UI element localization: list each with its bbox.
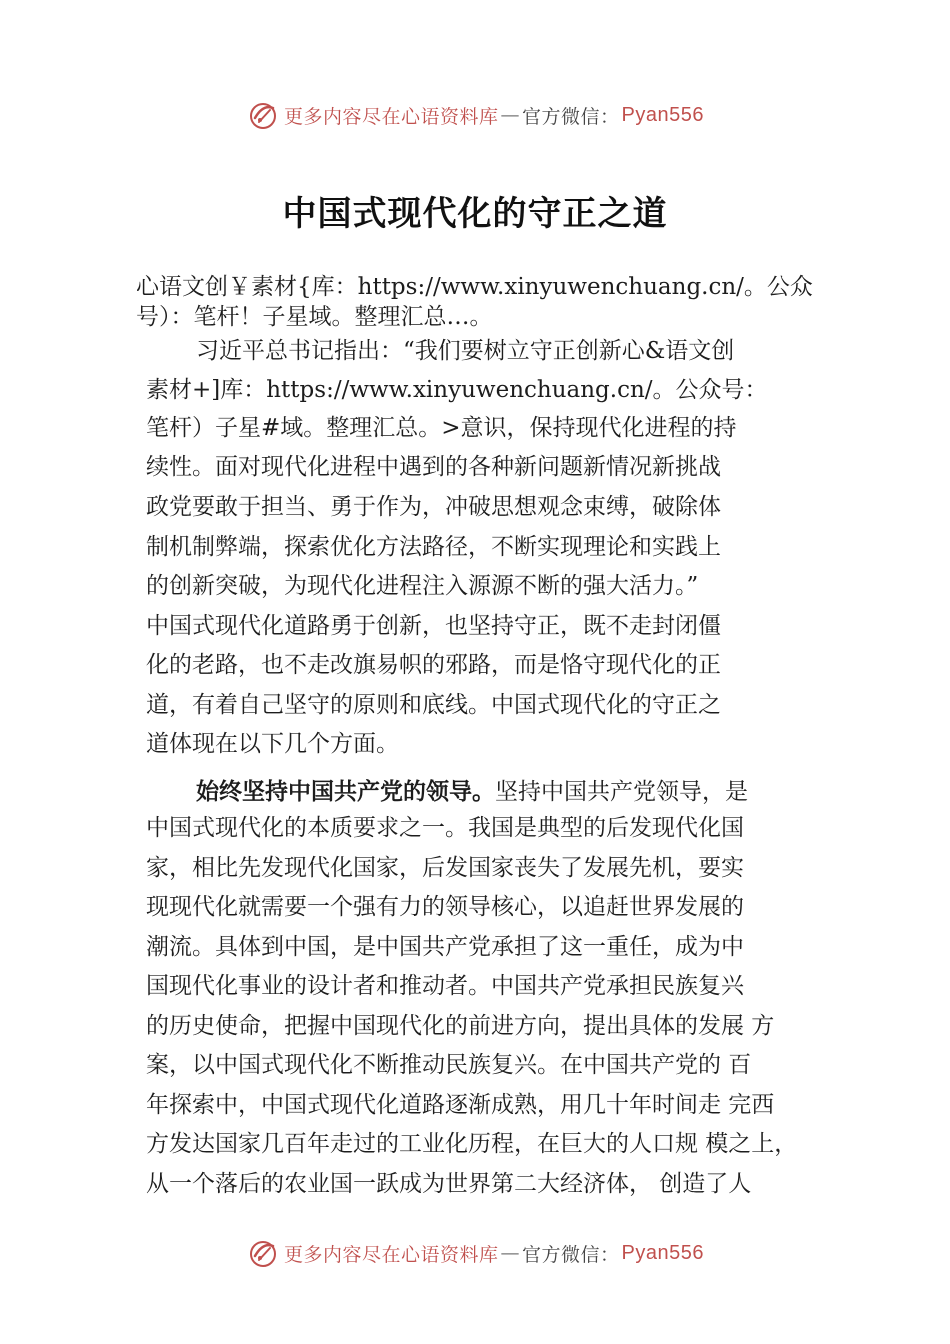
paragraph-lead-line [196, 777, 748, 807]
text-line: 号）：笔杆！子星域。整理汇总…。 [136, 304, 493, 330]
text-line: 制机制弊端，探索优化方法路径，不断实现理论和实践上 [146, 534, 721, 560]
text-line: 家，相比先发现代化国家，后发国家丧失了发展先机，要实 [146, 855, 744, 881]
text-line: 政党要敢于担当、勇于作为，冲破思想观念束缚，破除体 [146, 494, 721, 520]
text-line: 从一个落后的农业国一跃成为世界第二大经济体， 创造了人 [146, 1171, 752, 1197]
text-line: 中国式现代化的本质要求之一。我国是典型的后发现代化国 [146, 815, 744, 841]
section-heading-bold: 始终坚持中国共产党的领导。 [196, 779, 495, 805]
banner-separator: — [500, 1242, 520, 1264]
banner-wechat-id: Pyan556 [621, 103, 704, 126]
text-line: 的历史使命，把握中国现代化的前进方向，提出具体的发展 方 [146, 1013, 775, 1039]
text-line: 心语文创￥素材{库：https://www.xinyuwenchuang.cn/。公众 [136, 274, 813, 300]
text-line: 续性。面对现代化进程中遇到的各种新问题新情况新挑战 [146, 454, 721, 480]
banner-wechat-label: 官方微信 [522, 1243, 601, 1266]
banner-separator: — [500, 104, 520, 126]
text-line: 潮流。具体到中国，是中国共产党承担了这一重任，成为中 [146, 934, 744, 960]
text-line: 中国式现代化道路勇于创新，也坚持守正，既不走封闭僵 [146, 613, 721, 639]
text-line: 方发达国家几百年走过的工业化历程，在巨大的人口规 模之上， [146, 1131, 798, 1157]
text-line: 化的老路，也不走改旗易帜的邪路，而是恪守现代化的正 [146, 652, 721, 678]
text-line: 年探索中，中国式现代化道路逐渐成熟，用几十年时间走 完西 [146, 1092, 775, 1118]
text-line: 国现代化事业的设计者和推动者。中国共产党承担民族复兴 [146, 973, 744, 999]
footer-banner [0, 1233, 950, 1273]
brand-logo-icon [246, 98, 280, 132]
text-line: 道，有着自己坚守的原则和底线。中国式现代化的守正之 [146, 692, 721, 718]
banner-wechat-label: 官方微信 [522, 105, 601, 128]
banner-brand-text: 更多内容尽在心语资料库 [283, 1243, 499, 1266]
banner-wechat-id: Pyan556 [621, 1241, 704, 1264]
text-line: 的创新突破，为现代化进程注入源源不断的强大活力。” [146, 573, 699, 599]
text-line: 道体现在以下几个方面。 [146, 731, 399, 757]
banner-brand-text: 更多内容尽在心语资料库 [283, 105, 499, 128]
text-line: 现现代化就需要一个强有力的领导核心，以追赶世界发展的 [146, 894, 744, 920]
header-banner [0, 95, 950, 135]
banner-colon: ： [600, 1243, 620, 1266]
brand-logo-icon [246, 1236, 280, 1270]
text-line: 案，以中国式现代化不断推动民族复兴。在中国共产党的 百 [146, 1052, 752, 1078]
text-line: 素材+]库：https://www.xinyuwenchuang.cn/。公众号： [146, 377, 768, 403]
document-title: 中国式现代化的守正之道 [282, 194, 668, 234]
text-line: 笔杆）子星#域。整理汇总。>意识，保持现代化进程的持 [146, 415, 737, 441]
banner-colon: ： [600, 105, 620, 128]
lead-line-rest: 坚持中国共产党领导，是 [495, 779, 748, 805]
text-line: 习近平总书记指出：“我们要树立守正创新心&语文创 [196, 338, 735, 364]
